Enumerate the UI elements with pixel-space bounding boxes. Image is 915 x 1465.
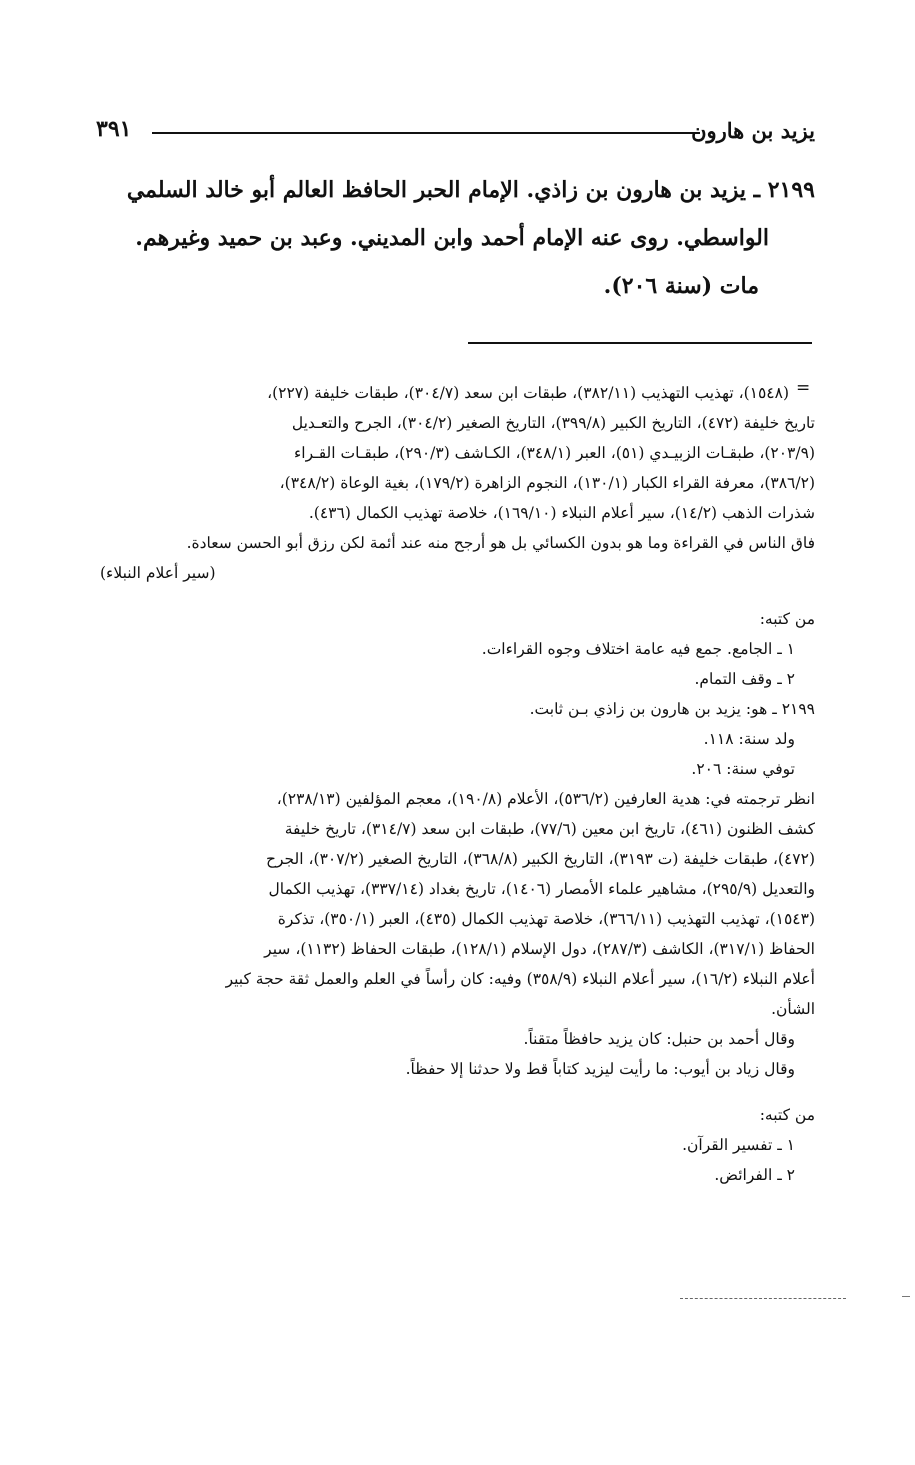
bio-line: (١٥٤٣)، تهذيب التهذيب (٣٦٦/١١)، خلاصة تهذيب الكمال (٤٣٥)، العبر (٣٥٠/١)، تذكرة bbox=[277, 910, 815, 928]
quote-source: (سير أعلام النبلاء) bbox=[100, 564, 216, 582]
book-item: ١ ـ الجامع. جمع فيه عامة اختلاف وجوه القراءات. bbox=[481, 640, 795, 658]
bio-line: (٤٧٢)، طبقات خليفة (ت ٣١٩٣)، التاريخ الكبير (٣٦٨/٨)، التاريخ الصغير (٣٠٧/٢)، الجرح bbox=[265, 850, 815, 868]
entry-note: ٢١٩٩ ـ هو: يزيد بن هارون بن زاذي بـن ثابت. bbox=[529, 700, 815, 718]
entry-line-3: مات (سنة ٢٠٦). bbox=[603, 273, 759, 299]
entry-line-2: الواسطي. روى عنه الإمام أحمد وابن المديني. وعبد بن حميد وغيرهم. bbox=[135, 225, 769, 251]
ref-line: (٢٠٣/٩)، طبقـات الزبيـدي (٥١)، العبر (٣٤٨/١)، الكـاشف (٢٩٠/٣)، طبقـات القـراء bbox=[294, 444, 815, 462]
page-number: ٣٩١ bbox=[96, 116, 132, 142]
bio-line: الشأن. bbox=[771, 1000, 815, 1018]
birth-year: ولد سنة: ١١٨. bbox=[703, 730, 795, 748]
scan-artifact bbox=[902, 1296, 910, 1297]
bio-line: الحفاظ (٣١٧/١)، الكاشف (٢٨٧/٣)، دول الإسلام (١٢٨/١)، طبقات الحفاظ (١١٣٢)، سير bbox=[264, 940, 815, 958]
continuation-marker: = bbox=[796, 378, 811, 398]
bio-line: كشف الظنون (٤٦١)، تاريخ ابن معين (٧٧/٦)، طبقات ابن سعد (٣١٤/٧)، تاريخ خليفة bbox=[284, 820, 815, 838]
entry-line-1: ٢١٩٩ ـ يزيد بن هارون بن زاذي. الإمام الحبر الحافظ العالم أبو خالد السلمي bbox=[126, 177, 815, 203]
death-year: توفي سنة: ٢٠٦. bbox=[691, 760, 795, 778]
books-heading: من كتبه: bbox=[759, 610, 815, 628]
ref-line: شذرات الذهب (١٤/٢)، سير أعلام النبلاء (١٦٩/١٠)، خلاصة تهذيب الكمال (٤٣٦). bbox=[308, 504, 815, 522]
book-item: ٢ ـ وقف التمام. bbox=[694, 670, 795, 688]
biography-entry bbox=[97, 166, 815, 310]
footnote-separator bbox=[468, 342, 812, 344]
quote-ahmad: وقال أحمد بن حنبل: كان يزيد حافظاً متقناً. bbox=[523, 1030, 795, 1048]
bio-line: انظر ترجمته في: هدية العارفين (٥٣٦/٢)، الأعلام (١٩٠/٨)، معجم المؤلفين (٢٣٨/١٣)، bbox=[276, 790, 815, 808]
ref-line: (١٥٤٨)، تهذيب التهذيب (٣٨٢/١١)، طبقات ابن سعد (٣٠٤/٧)، طبقات خليفة (٢٢٧)، bbox=[267, 384, 789, 402]
book-item: ٢ ـ الفرائض. bbox=[714, 1166, 795, 1184]
quote-ziyad: وقال زياد بن أيوب: ما رأيت ليزيد كتاباً قط ولا حدثنا إلا حفظاً. bbox=[405, 1060, 795, 1078]
books-heading: من كتبه: bbox=[759, 1106, 815, 1124]
ref-line: تاريخ خليفة (٤٧٢)، التاريخ الكبير (٣٩٩/٨)، التاريخ الصغير (٣٠٤/٢)، الجرح والتعـديل bbox=[291, 414, 815, 432]
quote-text: فاق الناس في القراءة وما هو بدون الكسائي بل هو أرجح منه عند أئمة لكن رزق أبو الحسن سعادة. bbox=[186, 534, 815, 552]
book-item: ١ ـ تفسير القرآن. bbox=[682, 1136, 795, 1154]
running-header-title: يزيد بن هارون bbox=[691, 118, 815, 143]
ref-line: (٣٨٦/٢)، معرفة القراء الكبار (١٣٠/١)، النجوم الزاهرة (١٧٩/٢)، بغية الوعاة (٣٤٨/٢)، bbox=[279, 474, 815, 492]
header-rule bbox=[152, 132, 700, 134]
bio-line: أعلام النبلاء (١٦/٢)، سير أعلام النبلاء (٣٥٨/٩) وفيه: كان رأساً في العلم والعمل ثقة حجة كبير bbox=[225, 970, 815, 988]
footnotes bbox=[100, 378, 815, 1190]
scan-artifact bbox=[680, 1298, 846, 1299]
bio-line: والتعديل (٢٩٥/٩)، مشاهير علماء الأمصار (١٤٠٦)، تاريخ بغداد (٣٣٧/١٤)، تهذيب الكمال bbox=[268, 880, 815, 898]
